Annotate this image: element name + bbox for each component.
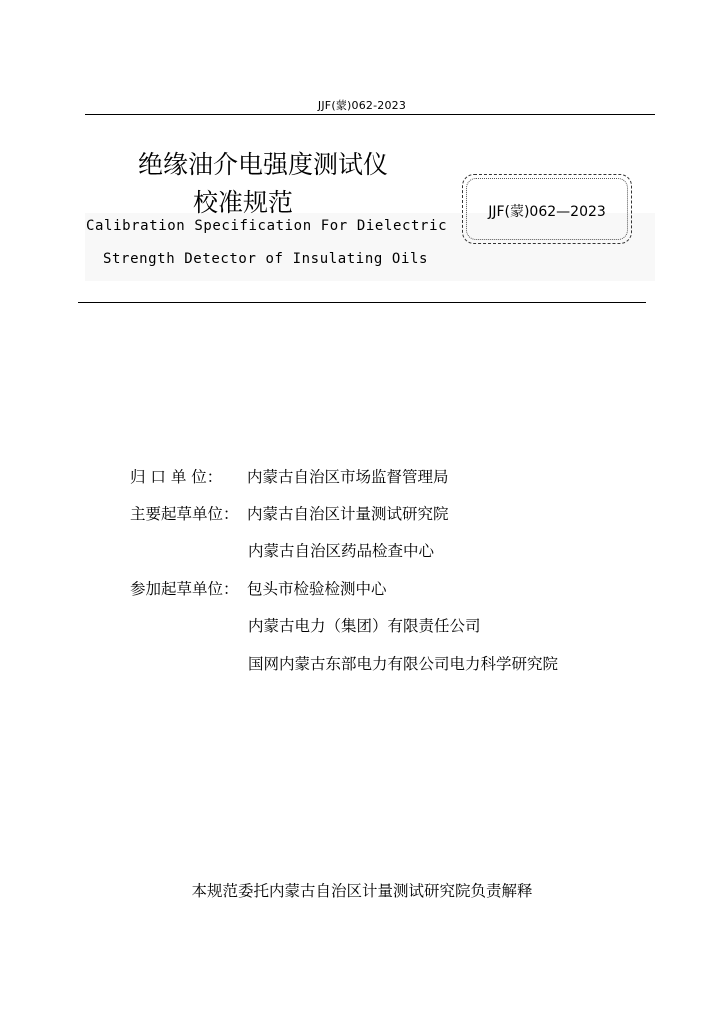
main-drafting-unit-label: 主要起草单位： [130,505,239,523]
participating-unit-value-3: 国网内蒙古东部电力有限公司电力科学研究院 [248,655,559,673]
participating-unit-label: 参加起草单位： [130,580,239,598]
responsible-unit-value: 内蒙古自治区市场监督管理局 [247,468,449,486]
standard-code-text: JJF(蒙)062—2023 [488,204,606,220]
interpretation-note: 本规范委托内蒙古自治区计量测试研究院负责解释 [191,882,533,900]
title-english-line-1: Calibration Specification For Dielectric [86,218,448,234]
main-drafting-unit-value-1: 内蒙古自治区计量测试研究院 [247,505,449,523]
participating-unit-value-2: 内蒙古电力（集团）有限责任公司 [248,617,481,635]
responsible-unit-label: 归 口 单 位： [130,468,223,486]
main-divider [78,302,646,303]
title-english-line-2: Strength Detector of Insulating Oils [103,251,429,267]
title-chinese-line-1: 绝缘油介电强度测试仪 [138,150,389,179]
main-drafting-unit-row [130,502,449,524]
header-divider [85,114,655,115]
header-standard-code: JJF(蒙)062-2023 [317,99,407,112]
main-drafting-unit-value-2: 内蒙古自治区药品检查中心 [248,542,435,560]
standard-code-box [462,174,632,244]
responsible-unit-row [130,465,449,487]
participating-unit-row [130,577,387,599]
participating-unit-value-1: 包头市检验检测中心 [247,580,387,598]
title-chinese-line-2: 校准规范 [193,188,294,217]
